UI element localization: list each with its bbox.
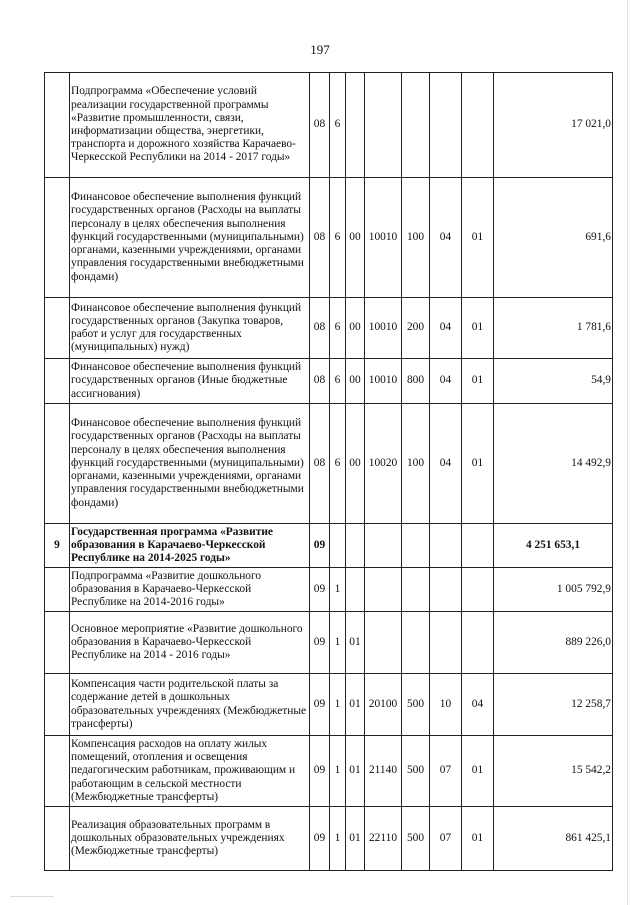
expense-type-code: 500 [402,736,430,807]
direction-code [365,524,402,568]
direction-code: 10010 [365,298,402,359]
subsection-code: 01 [462,298,494,359]
table-row [45,674,613,736]
section-code: 10 [430,674,462,736]
subprogram-code: 1 [330,736,346,807]
subprogram-code: 1 [330,568,346,612]
budget-table [44,72,613,871]
row-description: Финансовое обеспечение выполнения функций государственных органов (Закупка товаров, работ и услуг для государственных (муниципальных) нужд) [70,298,310,359]
expense-type-code [402,524,430,568]
section-code: 04 [430,359,462,404]
measure-code: 01 [346,807,365,871]
row-index [45,73,70,178]
subsection-code: 01 [462,178,494,298]
table-row [45,359,613,404]
program-code: 08 [310,73,330,178]
section-code: 04 [430,298,462,359]
row-index [45,178,70,298]
row-index [45,404,70,524]
section-code [430,612,462,674]
program-code: 09 [310,568,330,612]
subprogram-code: 6 [330,73,346,178]
subsection-code: 01 [462,359,494,404]
subprogram-code: 1 [330,674,346,736]
row-index [45,736,70,807]
program-code: 09 [310,674,330,736]
measure-code: 01 [346,736,365,807]
section-code: 07 [430,807,462,871]
section-code [430,524,462,568]
direction-code: 10020 [365,404,402,524]
amount-cell: 1 781,6 [494,298,613,359]
subprogram-code: 6 [330,359,346,404]
program-code: 08 [310,359,330,404]
amount-cell: 15 542,2 [494,736,613,807]
amount-cell: 17 021,0 [494,73,613,178]
direction-code [365,73,402,178]
expense-type-code [402,73,430,178]
row-index [45,568,70,612]
program-code: 08 [310,178,330,298]
subsection-code [462,612,494,674]
subprogram-code: 6 [330,404,346,524]
program-code: 09 [310,807,330,871]
expense-type-code: 200 [402,298,430,359]
row-index [45,298,70,359]
subprogram-code: 6 [330,298,346,359]
direction-code: 10010 [365,178,402,298]
table-row [45,524,613,568]
program-code: 09 [310,524,330,568]
subsection-code: 01 [462,404,494,524]
table-row [45,736,613,807]
scan-edge [627,0,628,905]
expense-type-code [402,612,430,674]
section-code: 04 [430,404,462,524]
row-index: 9 [45,524,70,568]
measure-code: 01 [346,674,365,736]
table-row [45,178,613,298]
direction-code: 10010 [365,359,402,404]
section-code [430,73,462,178]
amount-cell: 14 492,9 [494,404,613,524]
program-code: 09 [310,736,330,807]
row-index [45,674,70,736]
subprogram-code [330,524,346,568]
section-code: 04 [430,178,462,298]
table-row [45,298,613,359]
subprogram-code: 1 [330,807,346,871]
amount-cell: 12 258,7 [494,674,613,736]
measure-code [346,73,365,178]
table-row [45,807,613,871]
measure-code: 01 [346,612,365,674]
row-index [45,359,70,404]
expense-type-code [402,568,430,612]
amount-cell: 1 005 792,9 [494,568,613,612]
subsection-code [462,524,494,568]
row-description: Финансовое обеспечение выполнения функций государственных органов (Расходы на выплаты персоналу в целях обеспечения выполнения функций государственными (муниципальными) органами, казенными учреждениями, органами управления государственными внебюджетными фондами) [70,404,310,524]
section-code [430,568,462,612]
row-description: Компенсация расходов на оплату жилых помещений, отопления и освещения педагогическим работникам, проживающим и работающим в сельской местности (Межбюджетные трансферты) [70,736,310,807]
measure-code: 00 [346,359,365,404]
row-description: Подпрограмма «Обеспечение условий реализации государственной программы «Развитие промышленности, связи, информатизации общества, энергетики, транспорта и дорожного хозяйства Карачаево-Черкесской Республики на 2014 - 2017 годы» [70,73,310,178]
direction-code [365,612,402,674]
amount-cell: 54,9 [494,359,613,404]
program-code: 08 [310,298,330,359]
amount-cell: 691,6 [494,178,613,298]
amount-cell: 4 251 653,1 [494,524,613,568]
program-code: 09 [310,612,330,674]
page-number: 197 [310,42,330,57]
direction-code [365,568,402,612]
amount-cell: 889 226,0 [494,612,613,674]
table-row [45,73,613,178]
subsection-code: 04 [462,674,494,736]
row-index [45,612,70,674]
expense-type-code: 100 [402,404,430,524]
row-description: Основное мероприятие «Развитие дошкольного образования в Карачаево-Черкесской Республике на 2014 - 2016 годы» [70,612,310,674]
row-description: Финансовое обеспечение выполнения функций государственных органов (Расходы на выплаты персоналу в целях обеспечения выполнения функций государственными (муниципальными) органами, казенными учреждениями, органами управления государственными внебюджетными фондами) [70,178,310,298]
row-description: Финансовое обеспечение выполнения функций государственных органов (Иные бюджетные ассигнования) [70,359,310,404]
expense-type-code: 100 [402,178,430,298]
direction-code: 22110 [365,807,402,871]
row-description: Подпрограмма «Развитие дошкольного образования в Карачаево-Черкесской Республике на 2014-2016 годы» [70,568,310,612]
row-description: Реализация образовательных программ в дошкольных образовательных учреждениях (Межбюджетные трансферты) [70,807,310,871]
subsection-code [462,568,494,612]
subsection-code: 01 [462,736,494,807]
measure-code: 00 [346,298,365,359]
measure-code: 00 [346,178,365,298]
expense-type-code: 800 [402,359,430,404]
table-row [45,612,613,674]
table-row [45,404,613,524]
row-description: Государственная программа «Развитие образования в Карачаево-Черкесской Республике на 2014-2025 годы» [70,524,310,568]
subsection-code: 01 [462,807,494,871]
subsection-code [462,73,494,178]
program-code: 08 [310,404,330,524]
subprogram-code: 1 [330,612,346,674]
direction-code: 21140 [365,736,402,807]
direction-code: 20100 [365,674,402,736]
measure-code [346,524,365,568]
table-row [45,568,613,612]
expense-type-code: 500 [402,807,430,871]
measure-code: 00 [346,404,365,524]
measure-code [346,568,365,612]
subprogram-code: 6 [330,178,346,298]
row-index [45,807,70,871]
footer-mark: ————— [10,891,55,900]
expense-type-code: 500 [402,674,430,736]
section-code: 07 [430,736,462,807]
row-description: Компенсация части родительской платы за содержание детей в дошкольных образовательных учреждениях (Межбюджетные трансферты) [70,674,310,736]
amount-cell: 861 425,1 [494,807,613,871]
